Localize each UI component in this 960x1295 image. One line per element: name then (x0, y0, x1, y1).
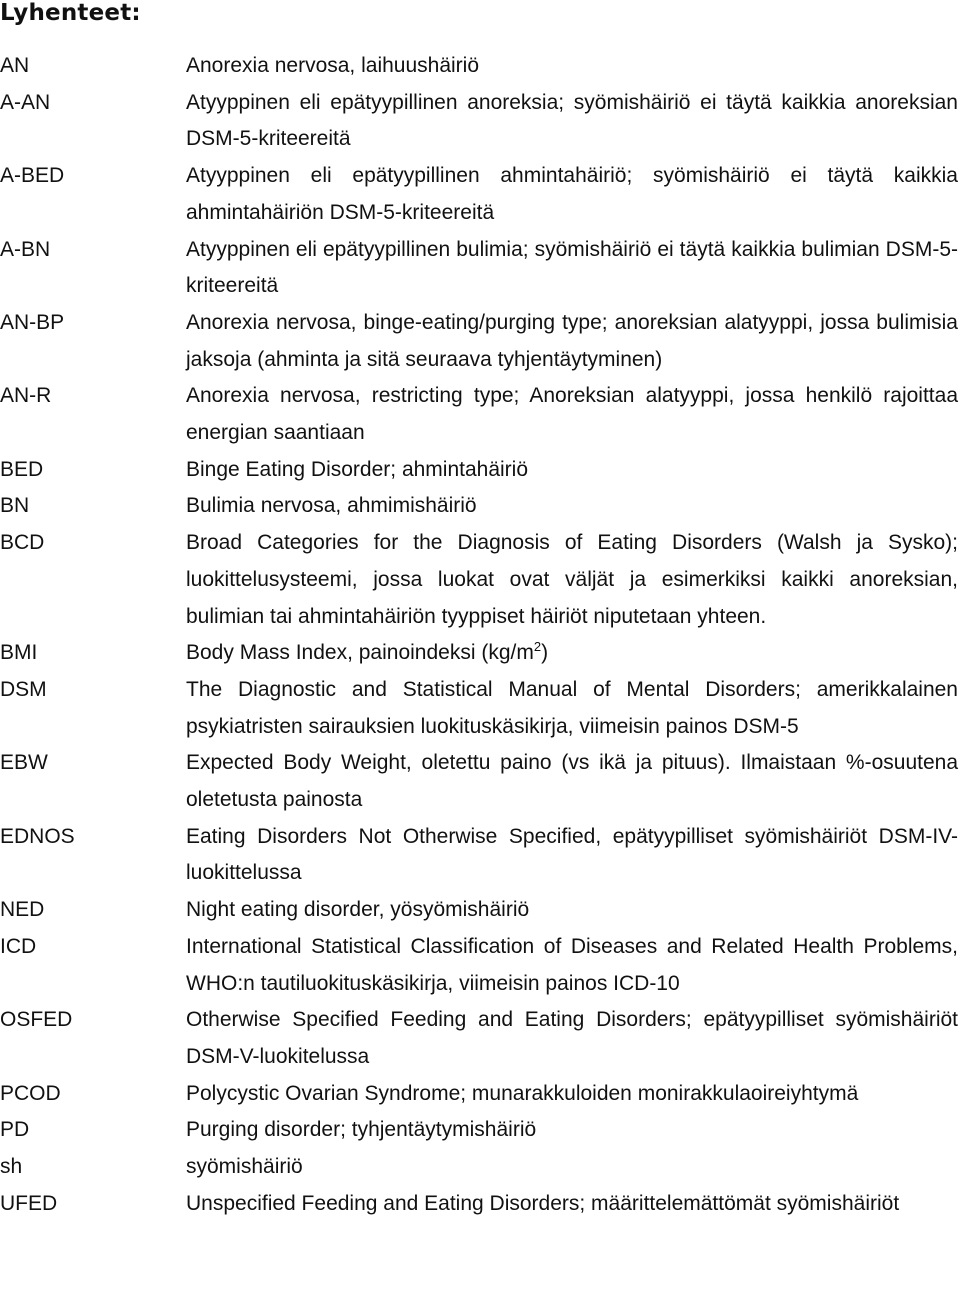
page-title: Lyhenteet: (0, 0, 141, 26)
definition: Polycystic Ovarian Syndrome; munarakkuloiden monirakkulaoireiyhtymä (186, 1081, 859, 1105)
abbreviation: BMI (0, 641, 38, 665)
definition: Atyyppinen eli epätyypillinen ahmintahäiriö; syömishäiriö ei täytä kaikkia ahmintahäiriön DSM-5-kriteereitä (186, 164, 958, 224)
list-item (0, 488, 960, 525)
abbreviation: A-AN (0, 90, 51, 114)
list-item (0, 158, 960, 231)
list-item (0, 1076, 960, 1113)
abbreviation: BN (0, 494, 30, 518)
definition: International Statistical Classification of Diseases and Related Health Problems, WHO:n tautiluokituskäsikirja, viimeisin painos ICD-10 (186, 934, 958, 995)
abbreviation: ICD (0, 934, 37, 958)
list-item (0, 232, 960, 305)
definition: Night eating disorder, yösyömishäiriö (186, 898, 530, 922)
definition: Anorexia nervosa, restricting type; Anoreksian alatyyppi, jossa henkilö rajoittaa energian saantiaan (186, 384, 958, 445)
abbreviation: EDNOS (0, 824, 75, 848)
list-item (0, 892, 960, 929)
definition: The Diagnostic and Statistical Manual of Mental Disorders; amerikkalainen psykiatristen sairauksien luokituskäsikirja, viimeisin painos DSM-5 (186, 677, 958, 738)
definition: Anorexia nervosa, binge-eating/purging type; anoreksian alatyyppi, jossa bulimisia jaksoja (ahminta ja sitä seuraava tyhjentäytyminen) (186, 310, 958, 371)
list-item (0, 819, 960, 892)
abbreviation: NED (0, 898, 45, 922)
list-item (0, 378, 960, 451)
list-item (0, 525, 960, 635)
list-item (0, 1002, 960, 1075)
abbreviation: PCOD (0, 1081, 61, 1105)
definition: Atyyppinen eli epätyypillinen anoreksia; syömishäiriö ei täytä kaikkia anoreksian DSM-5-kriteereitä (186, 90, 958, 151)
list-item (0, 635, 960, 672)
list-item (0, 452, 960, 489)
definition: Purging disorder; tyhjentäytymishäiriö (186, 1118, 537, 1142)
list-item (0, 745, 960, 818)
definition: Atyyppinen eli epätyypillinen bulimia; syömishäiriö ei täytä kaikkia bulimian DSM-5-kriteereitä (186, 237, 958, 298)
abbreviation: BCD (0, 531, 45, 555)
definition: Unspecified Feeding and Eating Disorders; määrittelemättömät syömishäiriöt (186, 1191, 900, 1215)
list-item (0, 1149, 960, 1186)
abbreviation: A-BED (0, 164, 65, 188)
list-item (0, 1112, 960, 1149)
abbreviation: EBW (0, 751, 48, 775)
abbreviation: AN (0, 54, 30, 77)
list-item (0, 672, 960, 745)
abbreviation-list (0, 48, 960, 1223)
abbreviation: AN-BP (0, 310, 65, 334)
list-item (0, 305, 960, 378)
superscript: 2 (533, 639, 542, 655)
definition-text-end: ) (541, 641, 549, 665)
definition: Anorexia nervosa, laihuushäiriö (186, 54, 480, 77)
abbreviation: DSM (0, 677, 47, 701)
definition: Eating Disorders Not Otherwise Specified, epätyypilliset syömishäiriöt DSM-IV-luokittelussa (186, 824, 958, 885)
definition: Expected Body Weight, oletettu paino (vs ikä ja pituus). Ilmaistaan %-osuutena oletetusta painosta (186, 751, 958, 812)
abbreviation: PD (0, 1118, 30, 1142)
definition-text: Body Mass Index, painoindeksi (kg/m (186, 641, 534, 665)
abbreviation: OSFED (0, 1008, 73, 1032)
abbreviation: UFED (0, 1191, 58, 1215)
abbreviation: A-BN (0, 237, 51, 261)
list-item (0, 85, 960, 158)
definition: Otherwise Specified Feeding and Eating Disorders; epätyypilliset syömishäiriöt DSM-V-luokitelussa (186, 1008, 958, 1068)
list-item (0, 48, 960, 85)
abbreviation: AN-R (0, 384, 52, 408)
definition: Broad Categories for the Diagnosis of Eating Disorders (Walsh ja Sysko); luokittelusysteemi, jossa luokat ovat väljät ja esimerkiksi kaikki anoreksian, bulimian tai ahmintahäiriön tyyppiset häiriöt niputetaan yhteen. (186, 531, 958, 628)
definition: syömishäiriö (186, 1155, 303, 1179)
abbreviation: BED (0, 457, 44, 481)
definition: Binge Eating Disorder; ahmintahäiriö (186, 457, 529, 481)
abbreviation: sh (0, 1155, 23, 1179)
list-item (0, 1186, 960, 1223)
list-item (0, 929, 960, 1002)
definition (186, 635, 958, 672)
definition: Bulimia nervosa, ahmimishäiriö (186, 494, 477, 518)
